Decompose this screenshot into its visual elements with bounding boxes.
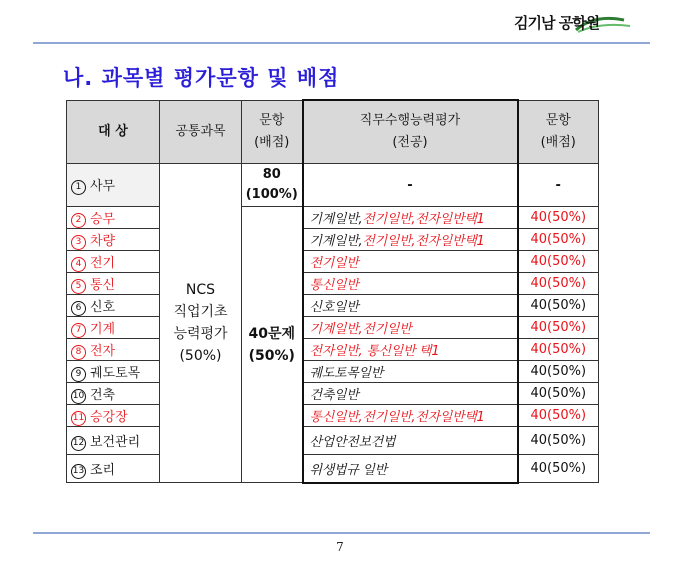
row-target (67, 427, 160, 455)
row-score: 40(50%) (518, 229, 599, 251)
header-target: 대 상 (67, 100, 160, 164)
duty-plain-part: 기계일반, (309, 212, 363, 227)
table-row (67, 361, 599, 383)
row-target-label: 통신 (90, 277, 116, 293)
row-target-label: 전기 (90, 255, 116, 271)
row-duty: 통신일반,전기일반,전자일반택1 (303, 405, 518, 427)
row-score: 40(50%) (518, 339, 599, 361)
row-target-label: 조리 (90, 462, 116, 478)
common-subject-cell: NCS 직업기초 능력평가 (50%) (160, 164, 242, 483)
row-target (67, 229, 160, 251)
header-questions: 문항 (배점) (242, 100, 303, 164)
merged-questions-cell: 40문제 (50%) (242, 207, 303, 483)
row-target-label: 기계 (90, 321, 116, 337)
table-row (67, 207, 599, 229)
header-common: 공통과목 (160, 100, 242, 164)
table-row (67, 455, 599, 483)
row-score: 40(50%) (518, 383, 599, 405)
row-number-badge: 1 (71, 180, 86, 195)
row-target (67, 273, 160, 295)
row-number-badge: 6 (71, 301, 86, 316)
table-row (67, 317, 599, 339)
row-target-label: 건축 (90, 387, 116, 403)
row-number-badge: 12 (71, 436, 86, 451)
row-target (67, 455, 160, 483)
header-duty: 직무수행능력평가 (전공) (303, 100, 518, 164)
table-row (67, 229, 599, 251)
row-target (67, 164, 160, 207)
table-row (67, 427, 599, 455)
page-number: 7 (336, 540, 344, 554)
page-title: 나. 과목별 평가문항 및 배점 (63, 66, 340, 90)
row-duty (303, 229, 518, 251)
row-score: 40(50%) (518, 317, 599, 339)
evaluation-table (66, 99, 599, 484)
table-row (67, 383, 599, 405)
row-score: 40(50%) (518, 251, 599, 273)
row-duty (303, 207, 518, 229)
row-number-badge: 2 (71, 213, 86, 228)
table-header-row (67, 100, 599, 164)
row-number-badge: 11 (71, 411, 86, 426)
row-number-badge: 9 (71, 367, 86, 382)
row-score: 40(50%) (518, 273, 599, 295)
row-target (67, 317, 160, 339)
row-score: 40(50%) (518, 427, 599, 455)
header-score: 문항 (배점) (518, 100, 599, 164)
row-score: 40(50%) (518, 207, 599, 229)
row-target (67, 251, 160, 273)
row-duty: 기계일반,전기일반 (303, 317, 518, 339)
row-target-label: 전자 (90, 343, 116, 359)
table-row (67, 251, 599, 273)
duty-red-part: 전기일반,전자일반택1 (362, 212, 485, 227)
row-number-badge: 5 (71, 279, 86, 294)
row-number-badge: 4 (71, 257, 86, 272)
row-score: 40(50%) (518, 455, 599, 483)
row-number-badge: 13 (71, 464, 86, 479)
row-target-label: 보건관리 (90, 434, 141, 450)
row-score: - (518, 164, 599, 207)
first-row-questions: 80 (100%) (242, 164, 303, 207)
row-duty: - (303, 164, 518, 207)
row-duty: 건축일반 (303, 383, 518, 405)
row-target (67, 339, 160, 361)
row-number-badge: 3 (71, 235, 86, 250)
table-row (67, 164, 599, 207)
top-rule (33, 42, 650, 44)
row-duty: 전기일반 (303, 251, 518, 273)
row-duty: 통신일반 (303, 273, 518, 295)
duty-red-part: 전기일반,전자일반택1 (362, 234, 485, 249)
table-row (67, 273, 599, 295)
row-target-label: 궤도토목 (90, 365, 141, 381)
row-target (67, 207, 160, 229)
row-target (67, 295, 160, 317)
row-target-label: 차량 (90, 233, 116, 249)
row-target-label: 승강장 (90, 409, 128, 425)
row-target-label: 사무 (90, 179, 116, 194)
row-score: 40(50%) (518, 295, 599, 317)
row-duty: 위생법규 일반 (303, 455, 518, 483)
row-number-badge: 10 (71, 389, 86, 404)
row-target-label: 신호 (90, 299, 116, 315)
logo-text: 김기남 공학원 (514, 14, 600, 32)
row-target (67, 361, 160, 383)
duty-plain-part: 기계일반, (309, 234, 363, 249)
table-row (67, 295, 599, 317)
row-duty: 전자일반, 통신일반 택1 (303, 339, 518, 361)
row-duty: 신호일반 (303, 295, 518, 317)
row-target (67, 383, 160, 405)
row-score: 40(50%) (518, 405, 599, 427)
row-score: 40(50%) (518, 361, 599, 383)
row-number-badge: 7 (71, 323, 86, 338)
logo (514, 12, 654, 36)
row-duty: 궤도토목일반 (303, 361, 518, 383)
row-target (67, 405, 160, 427)
table-row (67, 339, 599, 361)
bottom-rule (33, 532, 650, 534)
row-duty: 산업안전보건법 (303, 427, 518, 455)
table-row (67, 405, 599, 427)
row-number-badge: 8 (71, 345, 86, 360)
row-target-label: 승무 (90, 211, 116, 227)
